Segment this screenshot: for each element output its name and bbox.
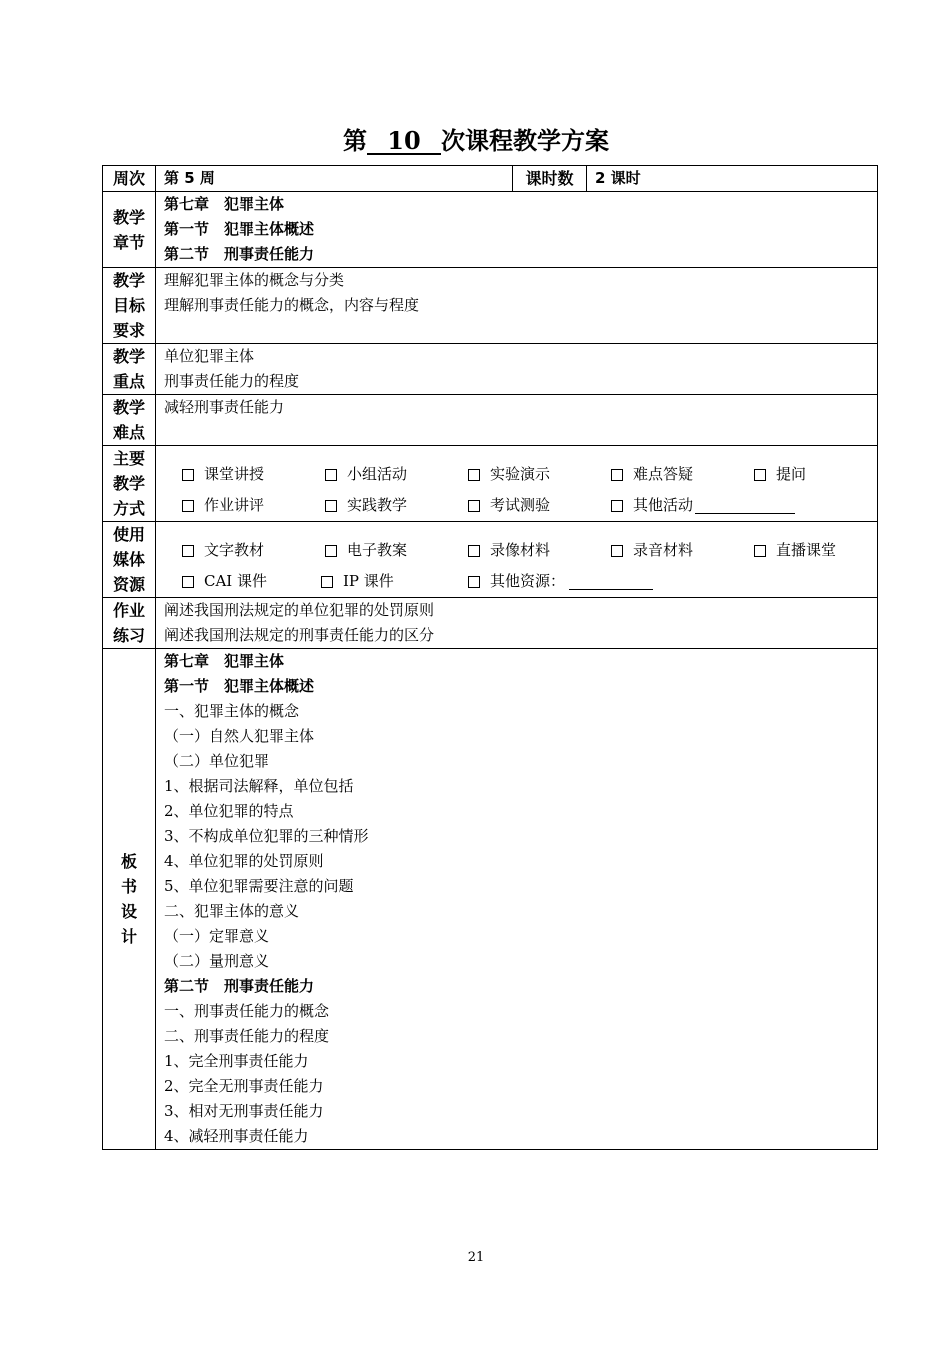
- difficulties-label: 教学 难点: [103, 395, 156, 446]
- objectives-row: [103, 268, 878, 344]
- board-line: 第二节 刑事责任能力: [164, 977, 315, 995]
- method-checkbox[interactable]: 提问: [754, 462, 844, 487]
- board-line: 3、相对无刑事责任能力: [164, 1102, 324, 1120]
- board-line: 4、单位犯罪的处罚原则: [164, 852, 324, 870]
- lesson-number: 10: [367, 129, 441, 155]
- hours-value: 2 课时: [587, 166, 878, 192]
- board-line: （二）量刑意义: [164, 952, 270, 970]
- other-activity-blank[interactable]: [695, 497, 795, 514]
- method-checkbox[interactable]: 实验演示: [468, 462, 611, 487]
- board-line: 2、单位犯罪的特点: [164, 802, 294, 820]
- media-checkbox[interactable]: IP 课件: [321, 569, 468, 594]
- board-line: 3、不构成单位犯罪的三种情形: [164, 827, 369, 845]
- media-checkbox-other[interactable]: 其他资源：: [468, 569, 688, 594]
- homework-label: 作业 练习: [103, 598, 156, 649]
- board-line: （一）定罪意义: [164, 927, 270, 945]
- chapter-row: [103, 192, 878, 268]
- checkbox-icon[interactable]: [182, 545, 194, 557]
- checkbox-icon[interactable]: [468, 500, 480, 512]
- chapter-label: 教学 章节: [103, 192, 156, 268]
- checkbox-icon[interactable]: [754, 545, 766, 557]
- chapter-line: 第七章 犯罪主体: [164, 195, 285, 213]
- difficulties-row: [103, 395, 878, 446]
- other-resource-blank[interactable]: [569, 573, 653, 590]
- key-points-content: 单位犯罪主体 刑事责任能力的程度: [156, 344, 878, 395]
- method-checkbox[interactable]: 实践教学: [325, 493, 468, 518]
- checkbox-icon[interactable]: [182, 576, 194, 588]
- methods-options: [156, 446, 878, 522]
- media-checkbox[interactable]: 录音材料: [611, 538, 754, 563]
- board-line: 一、刑事责任能力的概念: [164, 1002, 330, 1020]
- method-checkbox[interactable]: 考试测验: [468, 493, 611, 518]
- checkbox-icon[interactable]: [325, 500, 337, 512]
- board-line: 5、单位犯罪需要注意的问题: [164, 877, 354, 895]
- media-checkbox[interactable]: 电子教案: [325, 538, 468, 563]
- media-checkbox[interactable]: 文字教材: [182, 538, 325, 563]
- chapter-content: [156, 192, 878, 268]
- difficulties-content: 减轻刑事责任能力: [156, 395, 878, 446]
- checkbox-icon[interactable]: [325, 545, 337, 557]
- board-line: 第一节 犯罪主体概述: [164, 677, 315, 695]
- board-design-label: 板 书 设 计: [103, 649, 156, 1150]
- checkbox-icon[interactable]: [321, 576, 333, 588]
- method-checkbox[interactable]: 小组活动: [325, 462, 468, 487]
- checkbox-icon[interactable]: [611, 500, 623, 512]
- method-checkbox[interactable]: 作业讲评: [182, 493, 325, 518]
- board-design-content: [156, 649, 878, 1150]
- key-points-label: 教学 重点: [103, 344, 156, 395]
- method-checkbox-other[interactable]: 其他活动: [611, 493, 811, 518]
- key-points-row: [103, 344, 878, 395]
- page-number: 21: [467, 1250, 485, 1265]
- checkbox-icon[interactable]: [182, 469, 194, 481]
- board-line: （二）单位犯罪: [164, 752, 270, 770]
- methods-label: 主要 教学 方式: [103, 446, 156, 522]
- board-design-row: [103, 649, 878, 1150]
- week-value: 第 5 周: [156, 166, 513, 192]
- checkbox-icon[interactable]: [468, 545, 480, 557]
- media-options: [156, 522, 878, 598]
- title-suffix: 次课程教学方案: [441, 127, 609, 155]
- checkbox-icon[interactable]: [468, 576, 480, 588]
- board-line: 1、完全刑事责任能力: [164, 1052, 309, 1070]
- section-line: 第一节 犯罪主体概述: [164, 220, 315, 238]
- week-label: 周次: [103, 166, 156, 192]
- title-prefix: 第: [343, 127, 367, 155]
- method-checkbox[interactable]: 难点答疑: [611, 462, 754, 487]
- board-line: 二、犯罪主体的意义: [164, 902, 300, 920]
- media-checkbox[interactable]: CAI 课件: [182, 569, 321, 594]
- lesson-plan-table: [102, 165, 878, 1150]
- method-checkbox[interactable]: 课堂讲授: [182, 462, 325, 487]
- homework-row: [103, 598, 878, 649]
- checkbox-icon[interactable]: [325, 469, 337, 481]
- page-title: [0, 124, 952, 158]
- objectives-content: 理解犯罪主体的概念与分类 理解刑事责任能力的概念，内容与程度: [156, 268, 878, 344]
- objectives-label: 教学 目标 要求: [103, 268, 156, 344]
- board-line: 1、根据司法解释，单位包括: [164, 777, 354, 795]
- board-line: 二、刑事责任能力的程度: [164, 1027, 330, 1045]
- board-line: 4、减轻刑事责任能力: [164, 1127, 309, 1145]
- section-line: 第二节 刑事责任能力: [164, 245, 315, 263]
- checkbox-icon[interactable]: [611, 545, 623, 557]
- week-row: [103, 166, 878, 192]
- methods-row: [103, 446, 878, 522]
- checkbox-icon[interactable]: [754, 469, 766, 481]
- media-label: 使用 媒体 资源: [103, 522, 156, 598]
- checkbox-icon[interactable]: [611, 469, 623, 481]
- checkbox-icon[interactable]: [182, 500, 194, 512]
- checkbox-icon[interactable]: [468, 469, 480, 481]
- board-line: （一）自然人犯罪主体: [164, 727, 315, 745]
- board-line: 2、完全无刑事责任能力: [164, 1077, 324, 1095]
- homework-content: 阐述我国刑法规定的单位犯罪的处罚原则 阐述我国刑法规定的刑事责任能力的区分: [156, 598, 878, 649]
- media-checkbox[interactable]: 直播课堂: [754, 538, 854, 563]
- media-row: [103, 522, 878, 598]
- media-checkbox[interactable]: 录像材料: [468, 538, 611, 563]
- hours-label: 课时数: [513, 166, 587, 192]
- board-line: 第七章 犯罪主体: [164, 652, 285, 670]
- board-line: 一、犯罪主体的概念: [164, 702, 300, 720]
